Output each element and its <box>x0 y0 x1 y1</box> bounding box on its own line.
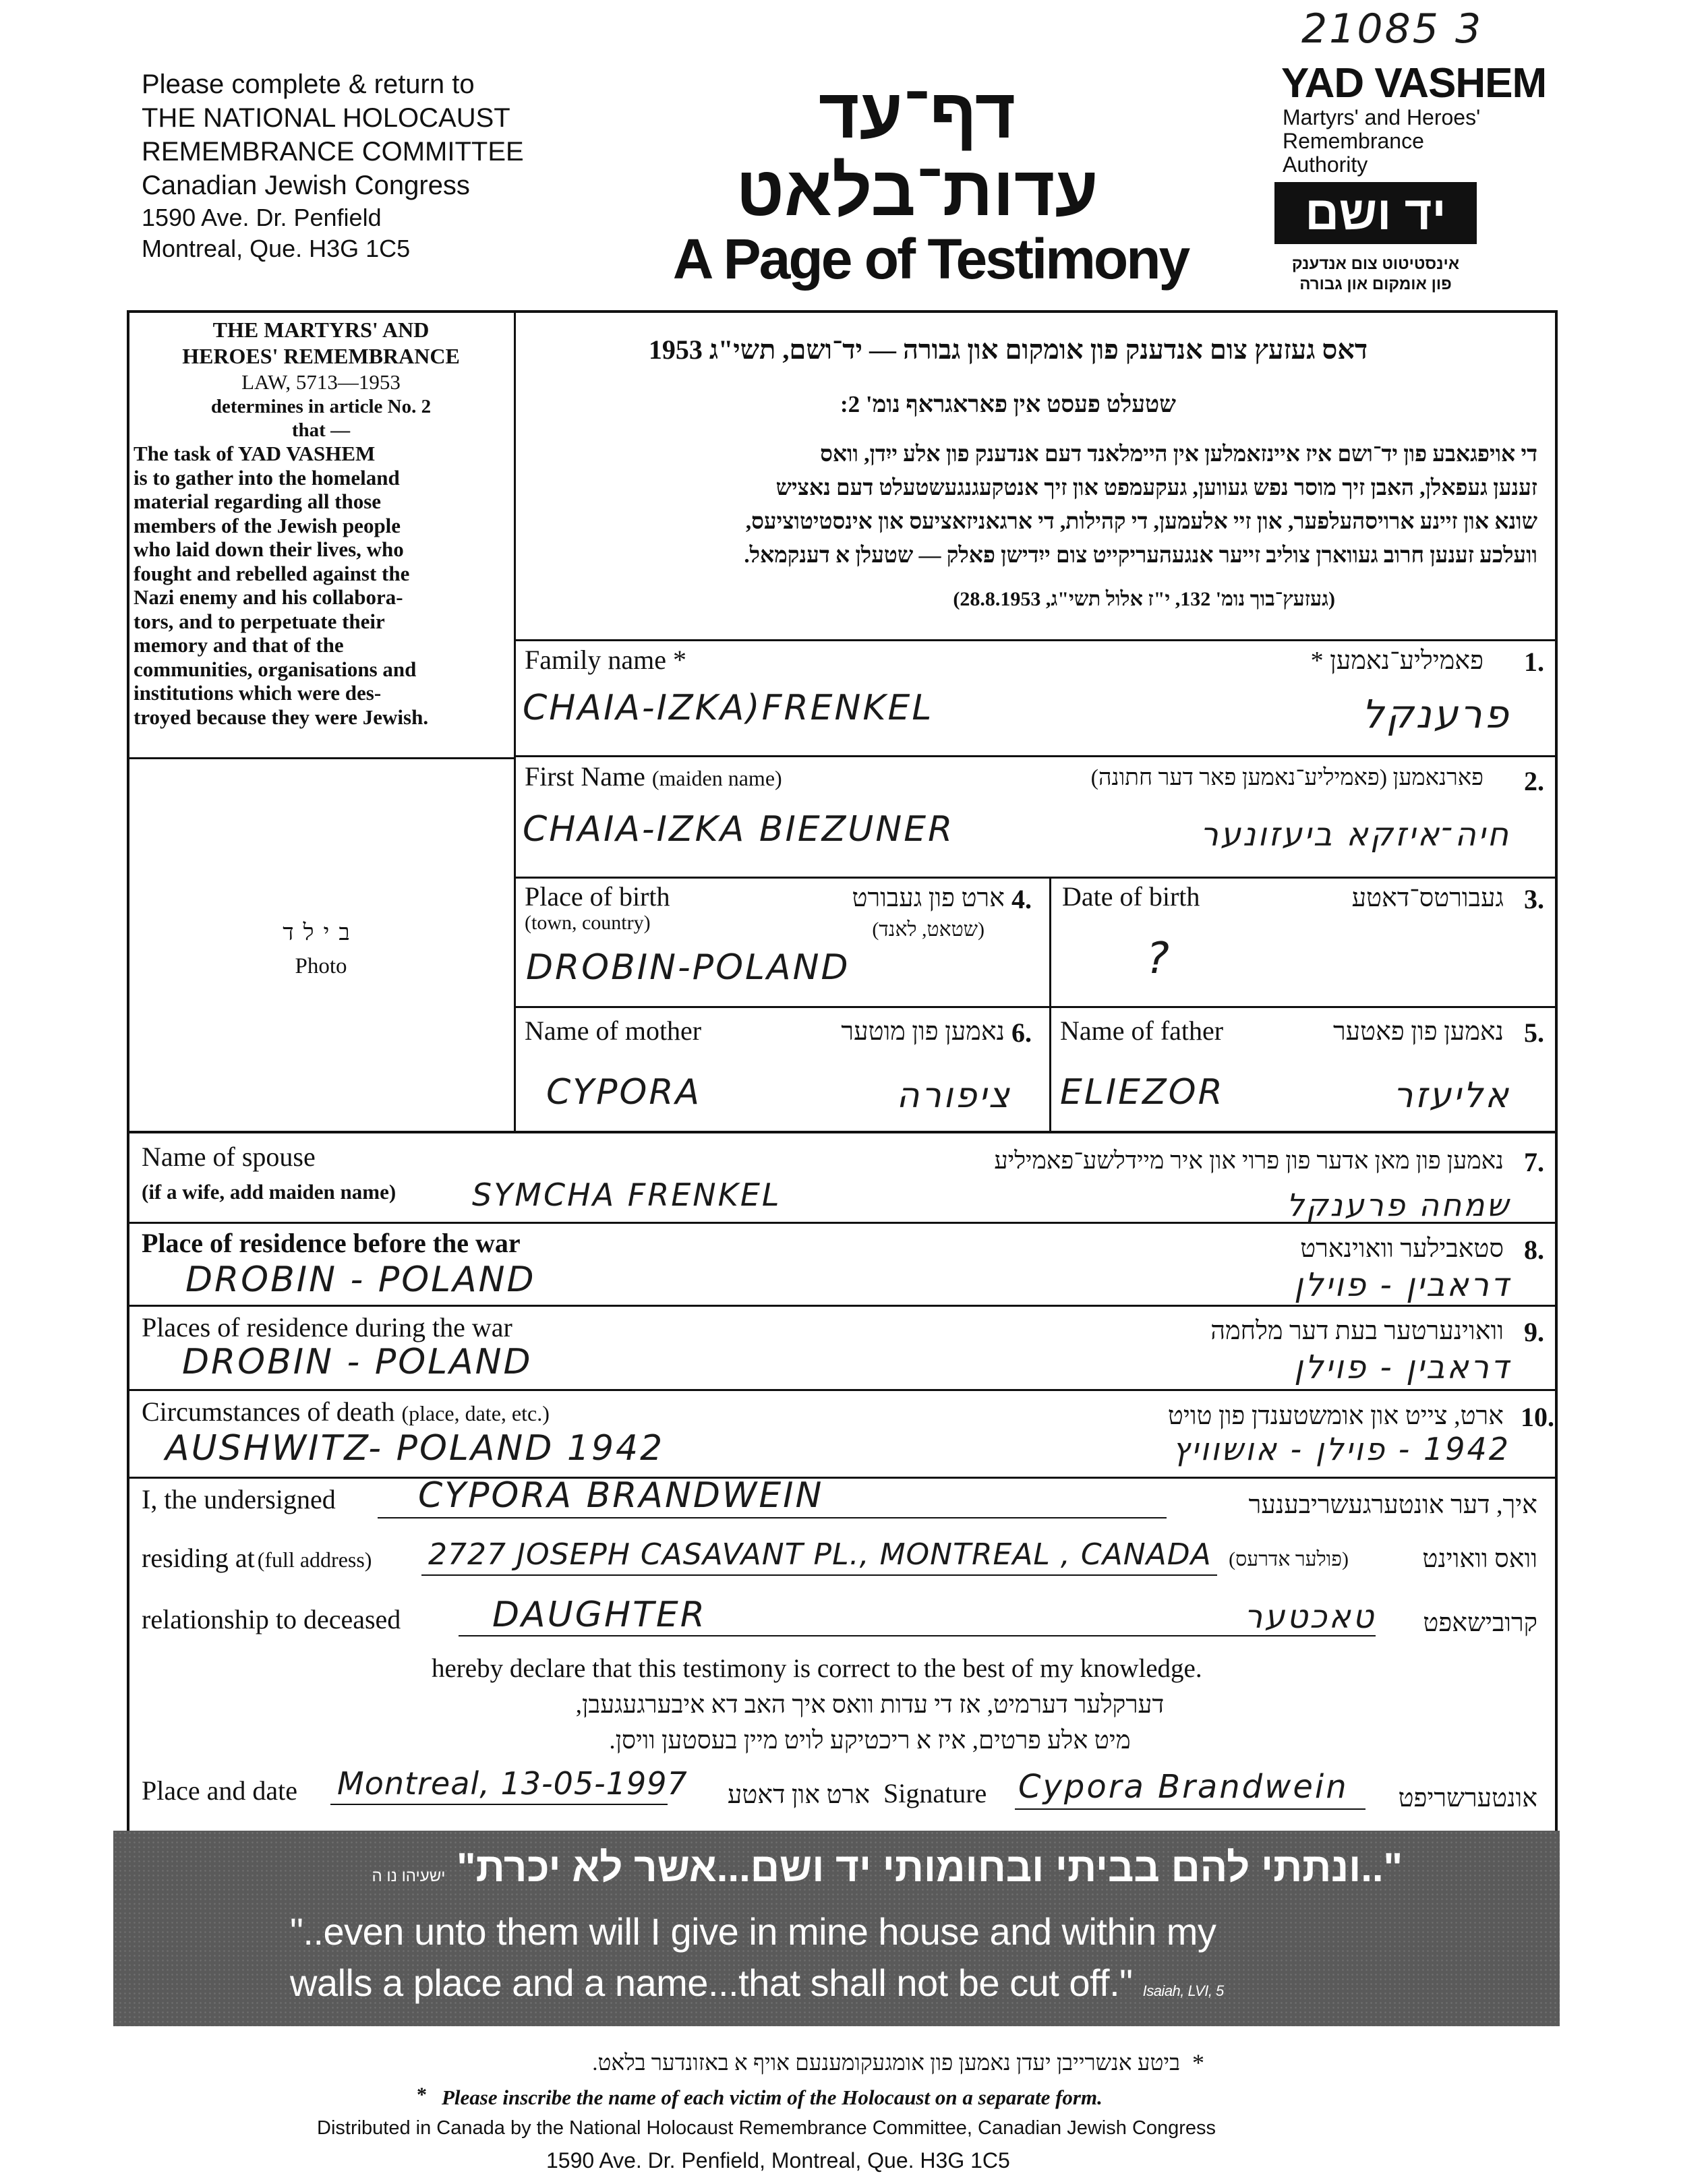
mother-heb-value[interactable]: ציפורה <box>896 1075 1011 1116</box>
dob-input[interactable]: ? <box>1146 934 1171 984</box>
banner-hebrew-text: "..ונתתי להם בביתי ובחומותי יד ושם...אשר לא יכרת" <box>457 1845 1403 1890</box>
law-title-5: that — <box>291 419 351 441</box>
family-name-label: Family name * <box>525 645 686 675</box>
law-body-2: is to gather into the homeland <box>134 465 400 490</box>
law-body-11: institutions which were des- <box>134 681 382 705</box>
mother-label: Name of mother <box>525 1015 702 1046</box>
law-yiddish-line-3: שונא און זיינע ארויסהעלפער, און זיי אלעמען, די קהילות, די ארגאניזאציעס און אינסטיטוציעס, <box>745 510 1537 534</box>
footer-english-note: Please inscribe the name of each victim of the Holocaust on a separate form. <box>442 2086 1103 2109</box>
first-name-label-heb: פארנאמען (פאמיליע־נאמען פאר דער חתונה) <box>1090 765 1483 790</box>
death-input[interactable]: AUSHWITZ- POLAND 1942 <box>165 1428 665 1469</box>
rule-4 <box>514 1006 1558 1008</box>
footer-star-1: * <box>1192 2049 1204 2076</box>
dob-label: Date of birth <box>1062 881 1200 912</box>
return-line-2: THE NATIONAL HOLOCAUST <box>142 103 510 133</box>
spouse-label: Name of spouse <box>142 1142 316 1172</box>
title-yiddish-1: דף־עד <box>818 75 1016 153</box>
banner-hebrew <box>351 1844 1403 1891</box>
relationship-label: relationship to deceased <box>142 1604 401 1634</box>
org-name: YAD VASHEM <box>1281 60 1547 107</box>
death-label-note: (place, date, etc.) <box>401 1401 550 1425</box>
footer-star-2: * <box>417 2084 427 2106</box>
undersigned-label: I, the undersigned <box>142 1484 336 1514</box>
law-body-7: Nazi enemy and his collabora- <box>134 585 403 609</box>
law-body-6: fought and rebelled against the <box>134 561 410 585</box>
page-title: A Page of Testimony <box>672 227 1189 291</box>
footer-address: 1590 Ave. Dr. Penfield, Montreal, Que. H3G 1C5 <box>546 2148 1010 2173</box>
banner-english-ref: Isaiah, LVI, 5 <box>1142 1982 1224 1999</box>
law-title-1: THE MARTYRS' AND <box>212 318 430 342</box>
father-heb-value[interactable]: אליעזר <box>1393 1075 1510 1116</box>
address-label <box>142 1542 372 1574</box>
birthplace-label-note: (town, country) <box>525 912 651 934</box>
spouse-heb-value[interactable]: שמחה פרענקל <box>1286 1187 1510 1223</box>
father-label-heb: נאמען פון פאטער <box>1332 1017 1504 1046</box>
archive-number: 21085 3 <box>1301 5 1483 53</box>
banner-english-1: "..even unto them will I give in mine house and within my <box>290 1910 1216 1953</box>
law-title-4: determines in article No. 2 <box>210 396 432 417</box>
address-label-note: (full address) <box>257 1547 372 1572</box>
return-line-1: Please complete & return to <box>142 69 475 99</box>
residence-before-label-heb: סטאבילער וואוינארט <box>1300 1235 1504 1263</box>
field-num-4: 4. <box>1011 884 1032 914</box>
address-label-heb-note: (פולער אדרעס) <box>1229 1548 1349 1570</box>
law-yiddish-subtitle: שטעלט פעסט אין פאראגראף נומ' 2: <box>840 391 1176 417</box>
undersigned-input[interactable]: CYPORA BRANDWEIN <box>418 1475 824 1516</box>
footer-yiddish: ביטע אנשרייבן יעדן נאמען פון אומגעקומענעם אויף א באזונדער בלאט. <box>592 2051 1180 2075</box>
org-sub-2: Remembrance <box>1283 129 1424 153</box>
law-yiddish-line-1: די אויפגאבע פון יד־ושם איז איינזאמלען אין היימלאנד דעם אנדענק פון אלע ייִדן, וואס <box>820 442 1537 467</box>
residence-before-input[interactable]: DROBIN - POLAND <box>185 1260 536 1300</box>
law-body-9: memory and that of the <box>134 633 344 657</box>
first-name-label <box>525 761 782 792</box>
law-yiddish-title: דאס געזעץ צום אנדענק פון אומקום און גבורה — יד־ושם, תשי"ג 1953 <box>648 334 1368 365</box>
frame-right <box>1555 310 1558 1869</box>
signature-label-heb: אונטערשריפט <box>1398 1784 1537 1812</box>
place-date-label-heb: ארט און דאטע <box>727 1781 870 1809</box>
first-name-label-note: (maiden name) <box>651 766 782 790</box>
law-body-12: troyed because they were Jewish. <box>134 705 429 729</box>
residence-during-label-heb: וואוינערטער בעת דער מלחמה <box>1210 1317 1504 1345</box>
return-line-4: Canadian Jewish Congress <box>142 171 470 200</box>
law-body-8: tors, and to perpetuate their <box>134 609 385 633</box>
rule-8 <box>127 1389 1558 1391</box>
address-underline <box>421 1574 1217 1576</box>
rule-9 <box>127 1477 1558 1479</box>
org-yiddish-2: פון אומקום און גבורה <box>1299 275 1452 293</box>
residence-during-input[interactable]: DROBIN - POLAND <box>182 1342 533 1382</box>
birthplace-label-heb-note: (שטאט, לאנד) <box>872 918 985 941</box>
field-num-7: 7. <box>1524 1147 1544 1177</box>
field-num-9: 9. <box>1524 1317 1544 1347</box>
first-name-input[interactable]: CHAIA-IZKA BIEZUNER <box>523 809 955 850</box>
signature-label: Signature <box>883 1778 987 1808</box>
address-input[interactable]: 2727 JOSEPH CASAVANT PL., MONTREAL , CANADA <box>428 1537 1212 1572</box>
signature-underline <box>1015 1808 1365 1810</box>
return-line-5: 1590 Ave. Dr. Penfield <box>142 204 382 231</box>
field-num-1: 1. <box>1524 647 1544 677</box>
declaration-text: hereby declare that this testimony is correct to the best of my knowledge. <box>432 1654 1202 1683</box>
death-label <box>142 1396 550 1427</box>
banner-english-2-text: walls a place and a name...that shall not be cut off." <box>290 1961 1133 2004</box>
rule-3 <box>514 877 1558 879</box>
law-yiddish-line-4: וועלכע זענען חרוב געווארן צוליב זייער אנגעהעריקייט צום ייִדישן פאלק — שטעלן א דענקמאל. <box>744 543 1537 568</box>
law-box <box>134 317 508 729</box>
father-label: Name of father <box>1060 1015 1224 1046</box>
law-body-1: The task of YAD VASHEM <box>134 442 376 465</box>
first-name-heb-value[interactable]: חיה־איזקא ביעזונער <box>1200 816 1510 854</box>
declaration-heb-1: דערקלער דערמיט, אז די עדות וואס איך האב דא איבערגעגעבן, <box>575 1691 1165 1719</box>
spouse-label-note: (if a wife, add maiden name) <box>142 1180 396 1204</box>
return-line-3: REMEMBRANCE COMMITTEE <box>142 137 524 167</box>
law-body-5: who laid down their lives, who <box>134 537 404 561</box>
declaration-heb-2: מיט אלע פרטים, איז א ריכטיקע לויט מיין בעסטען וויסן. <box>609 1727 1131 1754</box>
place-date-input[interactable]: Montreal, 13-05-1997 <box>337 1765 688 1802</box>
place-date-underline <box>330 1804 668 1805</box>
spouse-label-heb: נאמען פון מאן אדער פון פרוי און איר מיידלשע־פאמיליע <box>994 1147 1504 1174</box>
law-body-10: communities, organisations and <box>134 657 417 681</box>
org-yiddish-1: אינסטיטוט צום אנדענק <box>1291 255 1460 273</box>
family-name-input[interactable]: CHAIA-IZKA)FRENKEL <box>523 688 934 728</box>
yad-vashem-logo: יד ושם <box>1274 182 1477 244</box>
field-num-10: 10. <box>1521 1402 1554 1432</box>
field-num-2: 2. <box>1524 766 1544 796</box>
residence-before-label: Place of residence before the war <box>142 1228 521 1258</box>
org-sub-1: Martyrs' and Heroes' <box>1283 105 1481 129</box>
death-label-heb: ארט, צייט און אומשטענדן פון טויט <box>1167 1402 1504 1430</box>
banner-hebrew-ref: ישעיהו נו ה <box>372 1867 446 1885</box>
law-body-3: material regarding all those <box>134 490 382 513</box>
rule-7 <box>127 1305 1558 1307</box>
place-date-label: Place and date <box>142 1775 297 1806</box>
family-name-label-heb: פאמיליע־נאמען * <box>1310 647 1483 675</box>
relationship-input[interactable]: DAUGHTER <box>492 1595 707 1635</box>
banner-english-2 <box>290 1961 1224 2005</box>
photo-label-yiddish: בילד <box>283 920 359 945</box>
mother-label-heb: נאמען פון מוטער <box>841 1017 1005 1046</box>
law-title-2: HEROES' REMEMBRANCE <box>182 344 460 368</box>
death-heb-value[interactable]: 1942 - פוילן - אושוויץ <box>1172 1431 1510 1467</box>
birthplace-label-heb: ארט פון געבורט <box>852 884 1005 912</box>
photo-label: Photo <box>295 954 347 978</box>
death-label-main: Circumstances of death <box>142 1396 395 1427</box>
law-box-rule <box>127 757 516 759</box>
return-line-6: Montreal, Que. H3G 1C5 <box>142 235 411 262</box>
field-num-8: 8. <box>1524 1235 1544 1265</box>
family-name-heb-value[interactable]: פרענקל <box>1361 691 1510 737</box>
address-label-main: residing at <box>142 1543 255 1573</box>
return-address <box>142 67 524 264</box>
law-body-4: members of the Jewish people <box>134 513 401 537</box>
relationship-label-heb: קרובישאפט <box>1423 1609 1537 1637</box>
mother-input[interactable]: CYPORA <box>546 1072 702 1113</box>
law-yiddish-citation: (געזעץ־בוך נומ' 132, י"ז אלול תשי"ג, 28.8.1953) <box>953 588 1335 610</box>
residence-during-label: Places of residence during the war <box>142 1312 512 1342</box>
undersigned-underline <box>378 1517 1167 1518</box>
title-yiddish-2: עדות־בלאט <box>736 152 1098 231</box>
law-col-divider <box>514 310 516 1131</box>
frame-left <box>127 310 129 1869</box>
relationship-heb-value[interactable]: טאכטער <box>1244 1598 1376 1636</box>
birthplace-label: Place of birth <box>525 881 670 912</box>
first-name-label-main: First Name <box>525 761 645 792</box>
field-num-5: 5. <box>1524 1017 1544 1048</box>
frame-top <box>127 310 1558 313</box>
org-sub-3: Authority <box>1283 152 1368 177</box>
rule-2 <box>514 755 1558 757</box>
footer-distributed: Distributed in Canada by the National Holocaust Remembrance Committee, Canadian Jewish Congress <box>317 2117 1216 2139</box>
rule-5 <box>127 1131 1558 1133</box>
field-num-6: 6. <box>1011 1017 1032 1048</box>
residence-before-heb-value[interactable]: דראבין - פוילן <box>1294 1266 1510 1304</box>
law-yiddish-line-2: זענען געפאלן, האבן זיך מוסר נפש געווען, געקעמפט און זיך אנטקעגנגעשטעלט דעם נאציש <box>775 476 1537 500</box>
address-label-heb: וואס וואוינט <box>1422 1545 1537 1573</box>
field-num-3: 3. <box>1524 884 1544 914</box>
law-title-3: LAW, 5713—1953 <box>241 370 401 394</box>
spouse-input[interactable]: SYMCHA FRENKEL <box>472 1177 782 1213</box>
residence-during-heb-value[interactable]: דראבין - פוילן <box>1294 1349 1510 1386</box>
undersigned-label-heb: איך, דער אונטערגעשריבענער <box>1248 1491 1537 1519</box>
mid-divider-a <box>1049 877 1051 1133</box>
dob-label-heb: געבורטס־דאטע <box>1351 884 1504 912</box>
signature-input[interactable]: Cypora Brandwein <box>1018 1768 1349 1806</box>
birthplace-input[interactable]: DROBIN-POLAND <box>526 947 850 988</box>
rule-1 <box>514 639 1558 641</box>
father-input[interactable]: ELIEZOR <box>1060 1072 1225 1113</box>
